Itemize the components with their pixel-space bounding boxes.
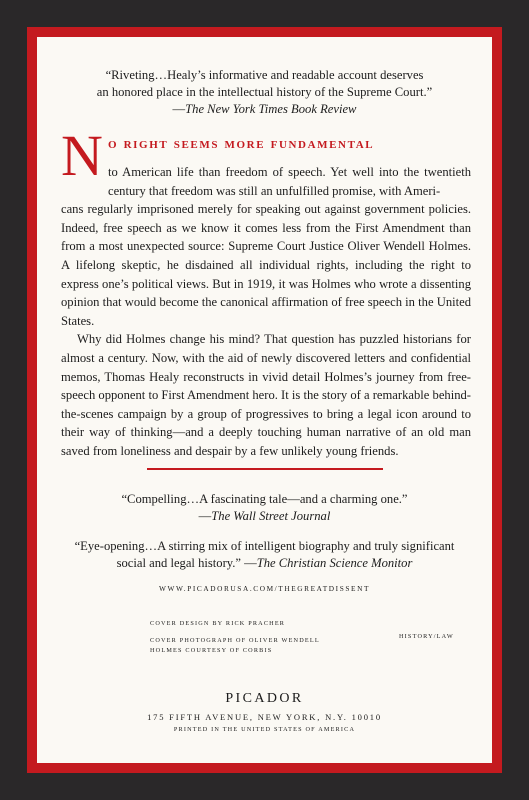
photo-credit-1: COVER PHOTOGRAPH OF OLIVER WENDELL <box>150 637 320 644</box>
website-url: WWW.PICADORUSA.COM/THEGREATDISSENT <box>158 584 370 593</box>
paragraph-1-rest: cans regularly imprisoned merely for speaking out against government policies. Indeed, free speech as we know it comes less from the First Amendment than from a most unexpected source: Supreme Court Justice Oliver Wendell Holmes. A lifelong skeptic, he disdained all individual rights, including the right to express one’s political views. But in 1919, it was Holmes who wrote a dissenting opinion that would become the canonical affirmation of free speech in the United States. <box>61 202 471 328</box>
middle-review-quote <box>37 491 492 525</box>
top-quote-dash: — <box>172 102 186 116</box>
paragraph-1 <box>61 163 471 330</box>
top-quote-line-2: an honored place in the intellectual history of the Supreme Court.” <box>96 85 433 99</box>
cover-credits <box>150 619 320 656</box>
category-label: HISTORY/LAW <box>399 633 454 640</box>
middle-quote-dash: — <box>198 509 212 523</box>
back-cover-panel <box>37 37 492 763</box>
opening-small-caps: o right seems more fundamental <box>108 135 375 152</box>
book-description <box>61 123 471 461</box>
lower-review-quote <box>37 538 492 572</box>
drop-cap: N <box>61 123 103 188</box>
photo-credit-2: HOLMES COURTESY OF CORBIS <box>150 647 273 654</box>
publisher-name: PICADOR <box>225 691 304 706</box>
publisher-address: 175 FIFTH AVENUE, NEW YORK, N.Y. 10010 <box>147 712 382 722</box>
top-quote-source: The New York Times Book Review <box>185 102 357 116</box>
lower-quote-source: The Christian Science Monitor <box>256 556 413 570</box>
red-divider <box>147 468 383 470</box>
printed-in-line: PRINTED IN THE UNITED STATES OF AMERICA <box>173 726 356 733</box>
top-review-quote <box>37 67 492 118</box>
middle-quote-text: “Compelling…A fascinating tale—and a charming one.” <box>121 492 408 506</box>
paragraph-2: Why did Holmes change his mind? That question has puzzled historians for almost a century. Now, with the aid of newly discovered letters and confidential memos, Thomas Healy reconstructs in vivid detail Holmes’s journey from free-speech opponent to First Amendment hero. It is the story of a remarkable behind-the-scenes campaign by a group of progressives to bring a legal icon around to their way of thinking—and a deeply touching human narrative of an old man saved from loneliness and despair by a few unlikely young friends. <box>61 332 471 458</box>
middle-quote-attribution <box>37 508 492 525</box>
paragraph-1-line-2: century that freedom was still an unfulfilled promise, with Ameri- <box>108 183 441 198</box>
lower-quote-line-2 <box>37 555 492 572</box>
lower-quote-line-1: “Eye-opening…A stirring mix of intelligent biography and truly significant <box>74 539 455 553</box>
design-credit: COVER DESIGN BY RICK PRACHER <box>150 620 286 627</box>
middle-quote-source: The Wall Street Journal <box>211 509 331 523</box>
top-quote-attribution <box>37 101 492 118</box>
top-quote-line-1: “Riveting…Healy’s informative and readable account deserves <box>105 68 424 82</box>
lower-quote-line-2-text: social and legal history.” — <box>116 556 257 570</box>
paragraph-1-line-1: to American life than freedom of speech. Yet well into the twentieth <box>108 165 471 179</box>
